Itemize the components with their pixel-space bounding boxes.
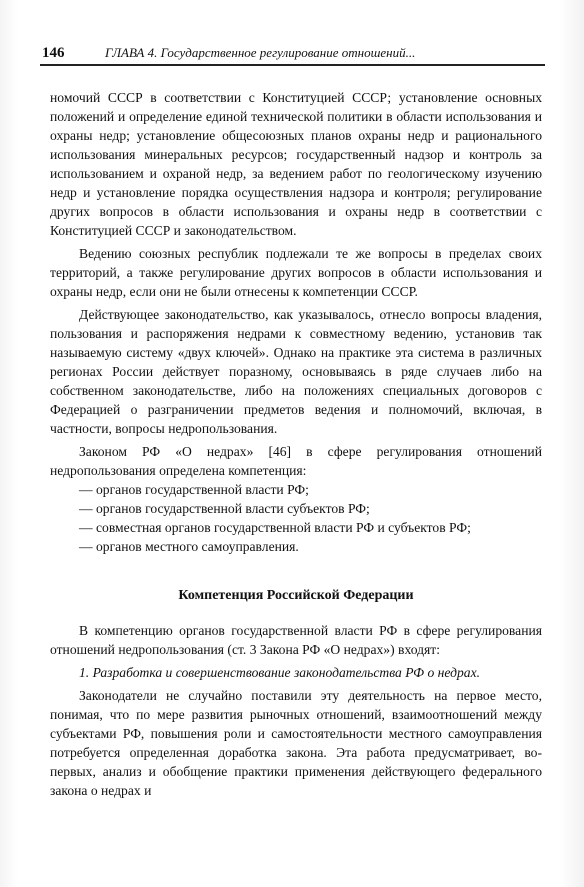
section-heading: Компетенция Российской Федерации: [178, 588, 414, 603]
paragraph-law-on-subsoil: Законом РФ «О недрах» [46] в сфере регулирования отношений недропользования определена компетенция:: [50, 444, 542, 478]
numbered-item-legislation: 1. Разработка и совершенствование законодательства РФ о недрах.: [79, 665, 481, 680]
running-title: ГЛАВА 4. Государственное регулирование отношений...: [105, 45, 416, 60]
competence-list: [50, 480, 542, 556]
list-item: — совместная органов государственной власти РФ и субъектов РФ;: [79, 520, 471, 535]
list-item: — органов государственной власти РФ;: [79, 482, 309, 497]
list-item: — органов местного самоуправления.: [79, 539, 299, 554]
list-item: — органов государственной власти субъектов РФ;: [79, 501, 370, 516]
body-text: [50, 88, 542, 800]
paragraph-current-legislation: Действующее законодательство, как указывалось, отнесло вопросы владения, пользования и распоряжения недрами к совместному ведению, установив так называемую систему «двух ключей». Однако на практике эта система в различных регионах России действует поразному, основываясь в ряде случаев либо на собственном законодательстве, либо на положениях специальных договоров с Федерацией о разграничении предметов ведения и полномочий, включая, в частности, вопросы недропользования.: [50, 307, 542, 436]
page-number: 146: [42, 45, 65, 61]
paragraph-union-republics: Ведению союзных республик подлежали те же вопросы в пределах своих территорий, а также регулирование других вопросов в области использования и охраны недр, если они не были отнесены к компетенции СССР.: [50, 246, 542, 299]
paragraph-continued: номочий СССР в соответствии с Конституцией СССР; установление основных положений и определение единой технической политики в области использования и охраны недр; установление общесоюзных планов охраны недр и рационального использования минеральных ресурсов; государственный надзор и контроль за использованием и охраной недр, за ведением работ по геологическому изучению недр и установление порядка осуществления надзора и контроля; регулирование других вопросов в области использования и охраны недр в соответствии с Конституцией СССР и законодательством.: [50, 90, 542, 238]
paragraph-legislators: Законодатели не случайно поставили эту деятельность на первое место, понимая, что по мере развития рыночных отношений, взаимоотношений между субъектами РФ, повышения роли и самостоятельности местного самоуправления потребуется определенная доработка закона. Эта работа предусматривает, во-первых, анализ и обобщение практики применения действующего федерального закона о недрах и: [50, 688, 542, 798]
paragraph-competence-intro: В компетенцию органов государственной власти РФ в сфере регулирования отношений недропользования (ст. 3 Закона РФ «О недрах») входят:: [50, 623, 542, 657]
running-header: [40, 40, 545, 66]
